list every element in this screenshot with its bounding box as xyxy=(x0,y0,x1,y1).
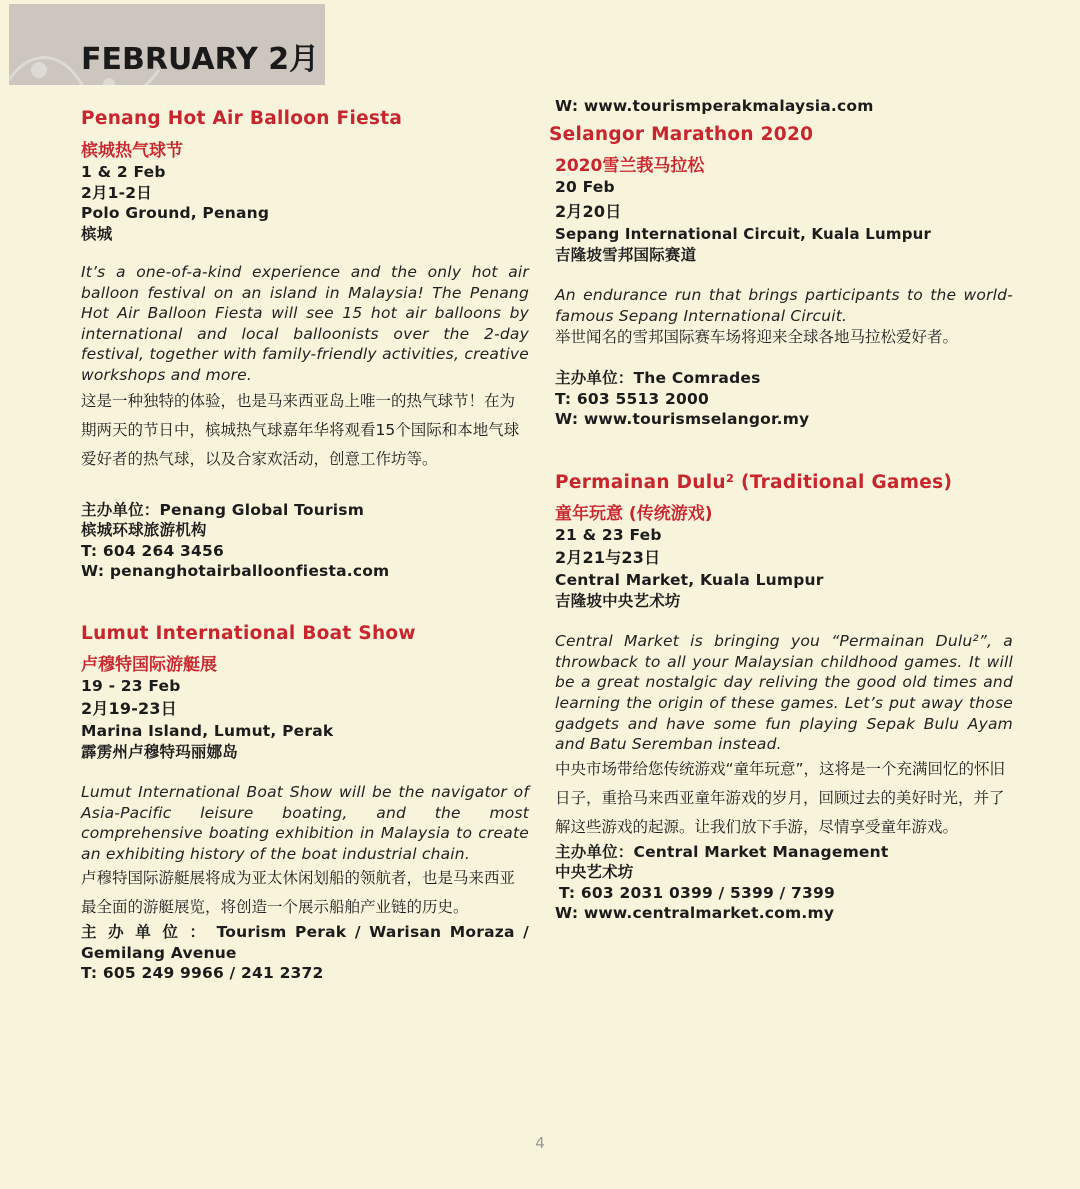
event-selangor-marathon xyxy=(549,123,1013,147)
event-description: An endurance run that brings participants to the world-famous Sepang International Circuit. xyxy=(555,286,1013,325)
event-venue: Sepang International Circuit, Kuala Lumpur xyxy=(555,225,932,243)
event-title-zh: 2020雪兰莪马拉松 xyxy=(555,155,705,176)
event-phone: T: 604 264 3456 xyxy=(81,541,224,560)
event-venue-zh: 霹雳州卢穆特玛丽娜岛 xyxy=(81,742,239,761)
event-description-zh: 中央市场带给您传统游戏“童年玩意”，这将是一个充满回忆的怀旧日子，重拾马来西亚童年游戏的岁月，回顾过去的美好时光，并了解这些游戏的起源。让我们放下手游，尽情享受童年游戏。 xyxy=(555,759,1006,836)
event-phone: T: 603 5513 2000 xyxy=(555,389,709,408)
event-venue-zh: 槟城 xyxy=(81,224,113,243)
event-organizer: 主办单位：Central Market Management xyxy=(555,842,889,861)
event-website: W: www.centralmarket.com.my xyxy=(555,904,835,923)
event-venue: Polo Ground, Penang xyxy=(81,204,270,222)
left-column xyxy=(81,107,529,984)
event-organizer: 主办单位：Penang Global Tourism xyxy=(81,500,365,519)
event-date-zh: 2月21与23日 xyxy=(555,548,661,568)
event-organizer-zh: 槟城环球旅游机构 xyxy=(81,521,207,540)
event-lumut-boat-show xyxy=(81,622,529,984)
event-website: W: penanghotairballoonfiesta.com xyxy=(81,562,390,581)
event-venue-zh: 吉隆坡中央艺术坊 xyxy=(555,591,681,610)
event-description: Lumut International Boat Show will be the navigator of Asia-Pacific leisure boating, and the most comprehensive boating exhibition in Malaysia to create an exhibiting history of the boat industrial chain. xyxy=(81,783,529,863)
event-venue-zh: 吉隆坡雪邦国际赛道 xyxy=(555,245,697,264)
event-date: 1 & 2 Feb xyxy=(81,163,166,181)
continued-website: W: www.tourismperakmalaysia.com xyxy=(555,97,874,115)
event-venue: Central Market, Kuala Lumpur xyxy=(555,571,824,590)
event-date-zh: 2月1-2日 xyxy=(81,183,152,202)
event-title: Permainan Dulu² (Traditional Games) xyxy=(555,471,953,493)
event-selangor-marathon-details xyxy=(555,155,1013,430)
event-date: 20 Feb xyxy=(555,177,615,196)
event-title-zh: 槟城热气球节 xyxy=(81,141,183,161)
header-banner xyxy=(9,4,325,85)
event-date-zh: 2月20日 xyxy=(555,202,622,221)
event-title: Selangor Marathon 2020 xyxy=(549,123,814,145)
event-website: W: www.tourismselangor.my xyxy=(555,410,810,429)
event-permainan-dulu xyxy=(555,471,1013,924)
event-organizer-cont: Gemilang Avenue xyxy=(81,943,237,962)
event-title: Lumut International Boat Show xyxy=(81,622,416,644)
event-venue: Marina Island, Lumut, Perak xyxy=(81,722,334,741)
month-title: FEBRUARY 2月 xyxy=(81,42,320,77)
event-description: It’s a one-of-a-kind experience and the only hot air balloon festival on an island in Malaysia! The Penang Hot Air Balloon Fiesta will see 15 hot air balloons by international and local balloonists over the 2-day festival, together with family-friendly activities, creative workshops and more. xyxy=(81,263,529,384)
event-organizer: 主 办 单 位 ： Tourism Perak / Warisan Moraza / xyxy=(81,923,529,942)
event-date: 21 & 23 Feb xyxy=(555,525,662,544)
event-title: Penang Hot Air Balloon Fiesta xyxy=(81,108,403,129)
event-description-zh: 举世闻名的雪邦国际赛车场将迎来全球各地马拉松爱好者。 xyxy=(555,328,959,347)
event-organizer-zh: 中央艺术坊 xyxy=(555,863,634,882)
event-phone: T: 603 2031 0399 / 5399 / 7399 xyxy=(559,883,835,902)
event-penang-balloon xyxy=(81,107,529,582)
event-phone: T: 605 249 9966 / 241 2372 xyxy=(81,964,324,983)
event-date-zh: 2月19-23日 xyxy=(81,699,177,719)
event-organizer: 主办单位：The Comrades xyxy=(555,369,761,388)
event-title-zh: 卢穆特国际游艇展 xyxy=(81,654,217,675)
event-date: 19 - 23 Feb xyxy=(81,676,181,695)
page-number: 4 xyxy=(535,1134,545,1152)
event-description: Central Market is bringing you “Permainan Dulu²”, a throwback to all your Malaysian childhood games. It will be a great nostalgic day reliving the good old times and learning the origin of these games. Let’s put away those gadgets and have some fun playing Sepak Bulu Ayam and Batu Seremban instead. xyxy=(555,632,1013,754)
event-description-zh: 卢穆特国际游艇展将成为亚太休闲划船的领航者，也是马来西亚最全面的游艇展览，将创造一个展示船舶产业链的历史。 xyxy=(81,869,516,917)
event-title-zh: 童年玩意 (传统游戏) xyxy=(555,503,713,524)
event-description-zh: 这是一种独特的体验，也是马来西亚岛上唯一的热气球节！在为期两天的节日中，槟城热气球嘉年华将观看15个国际和本地气球爱好者的热气球，以及合家欢活动，创意工作坊等。 xyxy=(81,391,520,468)
right-column xyxy=(549,96,1013,924)
